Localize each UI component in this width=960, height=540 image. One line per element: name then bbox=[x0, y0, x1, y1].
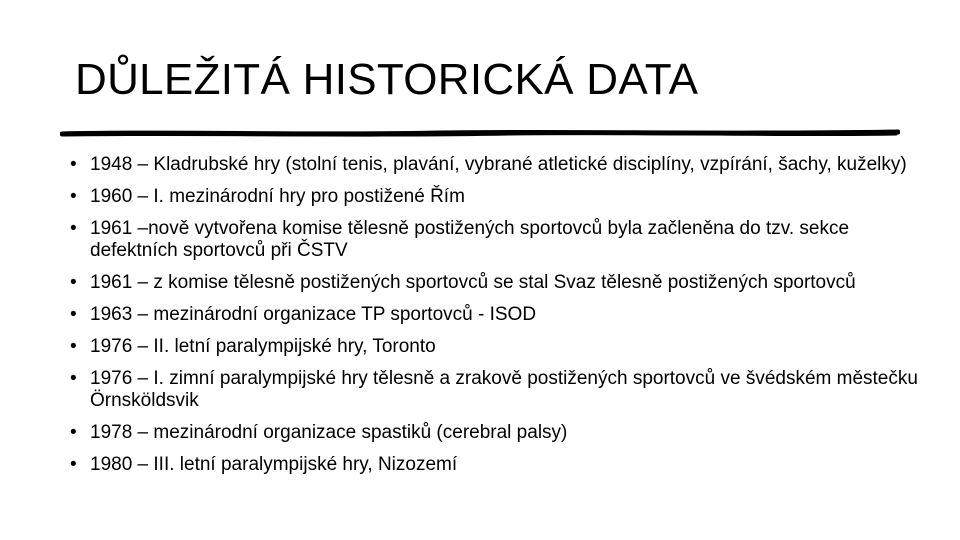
list-item-text: 1948 – Kladrubské hry (stolní tenis, plavání, vybrané atletické disciplíny, vzpírání, šachy, kuželky) bbox=[90, 154, 907, 175]
slide-title: DŮLEŽITÁ HISTORICKÁ DATA bbox=[75, 55, 699, 104]
bullet-marker: • bbox=[70, 422, 77, 443]
list-item-text: 1960 – I. mezinárodní hry pro postižené Řím bbox=[90, 186, 465, 207]
list-item bbox=[70, 218, 930, 262]
list-item bbox=[70, 304, 930, 326]
bullet-marker: • bbox=[70, 186, 77, 207]
list-item-text: 1963 – mezinárodní organizace TP sportovců - ISOD bbox=[90, 304, 537, 325]
bullet-marker: • bbox=[70, 304, 77, 325]
list-item-text: 1976 – I. zimní paralympijské hry tělesně a zrakově postižených sportovců ve švédském městečku Örnsköldsvik bbox=[90, 368, 918, 411]
bullet-marker: • bbox=[70, 218, 77, 239]
bullet-list bbox=[70, 154, 930, 486]
bullet-marker: • bbox=[70, 336, 77, 357]
list-item bbox=[70, 272, 930, 294]
title-divider bbox=[60, 124, 900, 144]
list-item bbox=[70, 154, 930, 176]
list-item-text: 1976 – II. letní paralympijské hry, Toronto bbox=[90, 336, 436, 357]
list-item-text: 1961 – z komise tělesně postižených sportovců se stal Svaz tělesně postižených sportovců bbox=[90, 272, 856, 293]
list-item-text: 1978 – mezinárodní organizace spastiků (cerebral palsy) bbox=[90, 422, 568, 443]
bullet-marker: • bbox=[70, 454, 77, 475]
bullet-marker: • bbox=[70, 368, 77, 389]
bullet-marker: • bbox=[70, 272, 77, 293]
list-item bbox=[70, 368, 930, 412]
list-item bbox=[70, 454, 930, 476]
list-item-text: 1980 – III. letní paralympijské hry, Nizozemí bbox=[90, 454, 458, 475]
bullet-marker: • bbox=[70, 154, 77, 175]
list-item bbox=[70, 186, 930, 208]
list-item bbox=[70, 422, 930, 444]
list-item bbox=[70, 336, 930, 358]
list-item-text: 1961 –nově vytvořena komise tělesně postižených sportovců byla začleněna do tzv. sekce defektních sportovců při ČSTV bbox=[90, 218, 850, 261]
